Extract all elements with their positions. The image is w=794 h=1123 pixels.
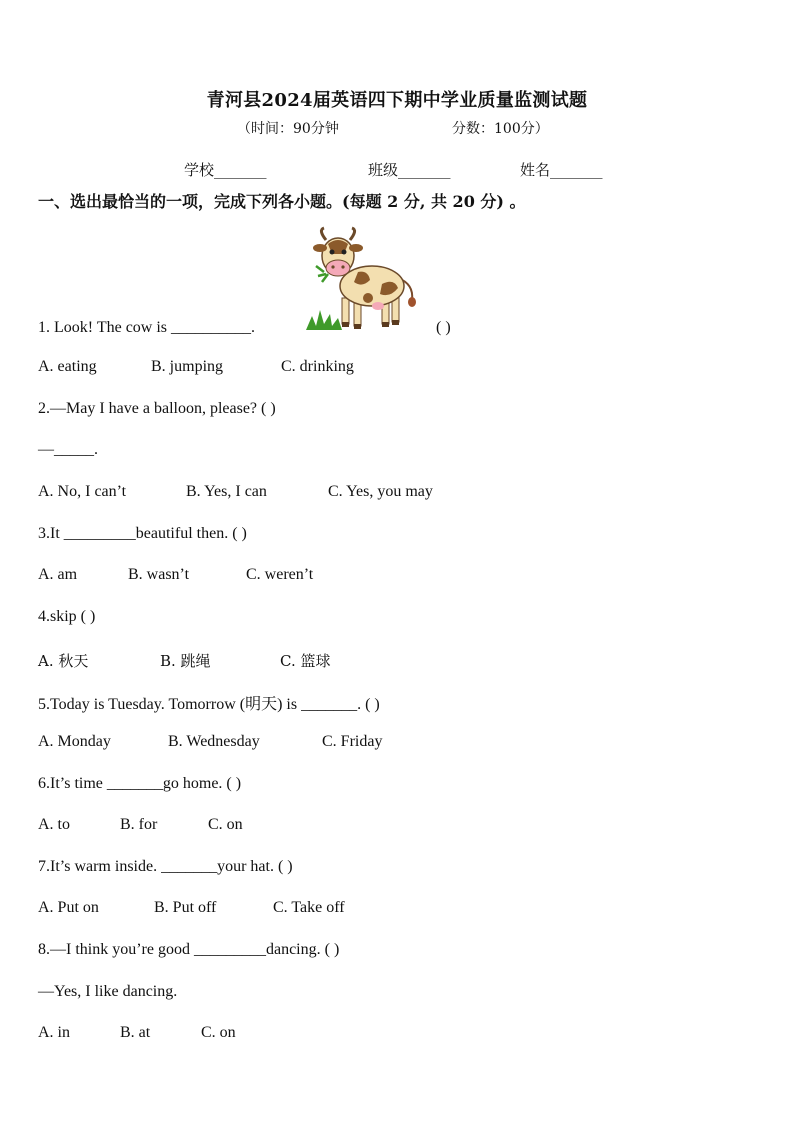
- question-7-option-c[interactable]: C. Take off: [273, 899, 345, 916]
- question-2-option-a[interactable]: A. No, I can’t: [38, 483, 127, 500]
- question-8-stem: 8.—I think you’re good _________dancing. ( ): [38, 941, 340, 958]
- question-3-option-c[interactable]: C. weren’t: [246, 566, 314, 583]
- question-7-option-b[interactable]: B. Put off: [154, 899, 217, 916]
- question-1-option-a[interactable]: A. eating: [38, 358, 97, 375]
- question-5-option-c[interactable]: C. Friday: [322, 733, 383, 750]
- question-1-option-b[interactable]: B. jumping: [151, 358, 224, 375]
- question-1-stem: 1. Look! The cow is __________.: [38, 319, 256, 336]
- question-6-option-c[interactable]: C. on: [208, 816, 243, 833]
- exam-time: （时间：90分钟: [237, 121, 339, 137]
- question-1-option-c[interactable]: C. drinking: [281, 358, 354, 375]
- section-heading: 一、选出最恰当的一项，完成下列各小题。(每题 2 分, 共 20 分) 。: [38, 192, 526, 211]
- question-5-stem: 5.Today is Tuesday. Tomorrow (明天) is _______. ( ): [38, 696, 380, 713]
- name-field[interactable]: 姓名_______: [520, 161, 603, 179]
- question-8-option-a[interactable]: A. in: [38, 1024, 70, 1041]
- exam-title: 青河县2024届英语四下期中学业质量监测试题: [206, 90, 588, 111]
- question-6-option-b[interactable]: B. for: [120, 816, 158, 833]
- question-2-option-c[interactable]: C. Yes, you may: [328, 483, 433, 500]
- question-6-option-a[interactable]: A. to: [38, 816, 70, 833]
- exam-score: 分数：100分）: [452, 121, 549, 137]
- question-7-stem: 7.It’s warm inside. _______your hat. ( ): [38, 858, 293, 875]
- question-4-option-c[interactable]: C. 篮球: [280, 652, 331, 670]
- question-7-option-a[interactable]: A. Put on: [38, 899, 99, 916]
- question-8-option-b[interactable]: B. at: [120, 1024, 151, 1041]
- question-3-stem: 3.It _________beautiful then. ( ): [38, 525, 247, 542]
- question-4-stem: 4.skip ( ): [38, 608, 96, 625]
- question-4-option-b[interactable]: B. 跳绳: [160, 652, 211, 670]
- cow-illustration: [298, 226, 426, 334]
- question-1-answer-paren[interactable]: ( ): [436, 319, 451, 336]
- question-3-option-a[interactable]: A. am: [38, 566, 78, 583]
- question-8-option-c[interactable]: C. on: [201, 1024, 236, 1041]
- question-5-option-a[interactable]: A. Monday: [38, 733, 111, 750]
- question-4-option-a[interactable]: A. 秋天: [38, 652, 89, 670]
- question-8-reply: —Yes, I like dancing.: [38, 983, 178, 1000]
- question-6-stem: 6.It’s time _______go home. ( ): [38, 775, 242, 792]
- question-2-option-b[interactable]: B. Yes, I can: [186, 483, 267, 500]
- question-3-option-b[interactable]: B. wasn’t: [128, 566, 190, 583]
- school-field[interactable]: 学校_______: [184, 161, 267, 179]
- question-2-stem: 2.—May I have a balloon, please? ( ): [38, 400, 276, 417]
- question-2-reply: —_____.: [38, 441, 98, 458]
- class-field[interactable]: 班级_______: [368, 161, 451, 179]
- question-5-option-b[interactable]: B. Wednesday: [168, 733, 260, 750]
